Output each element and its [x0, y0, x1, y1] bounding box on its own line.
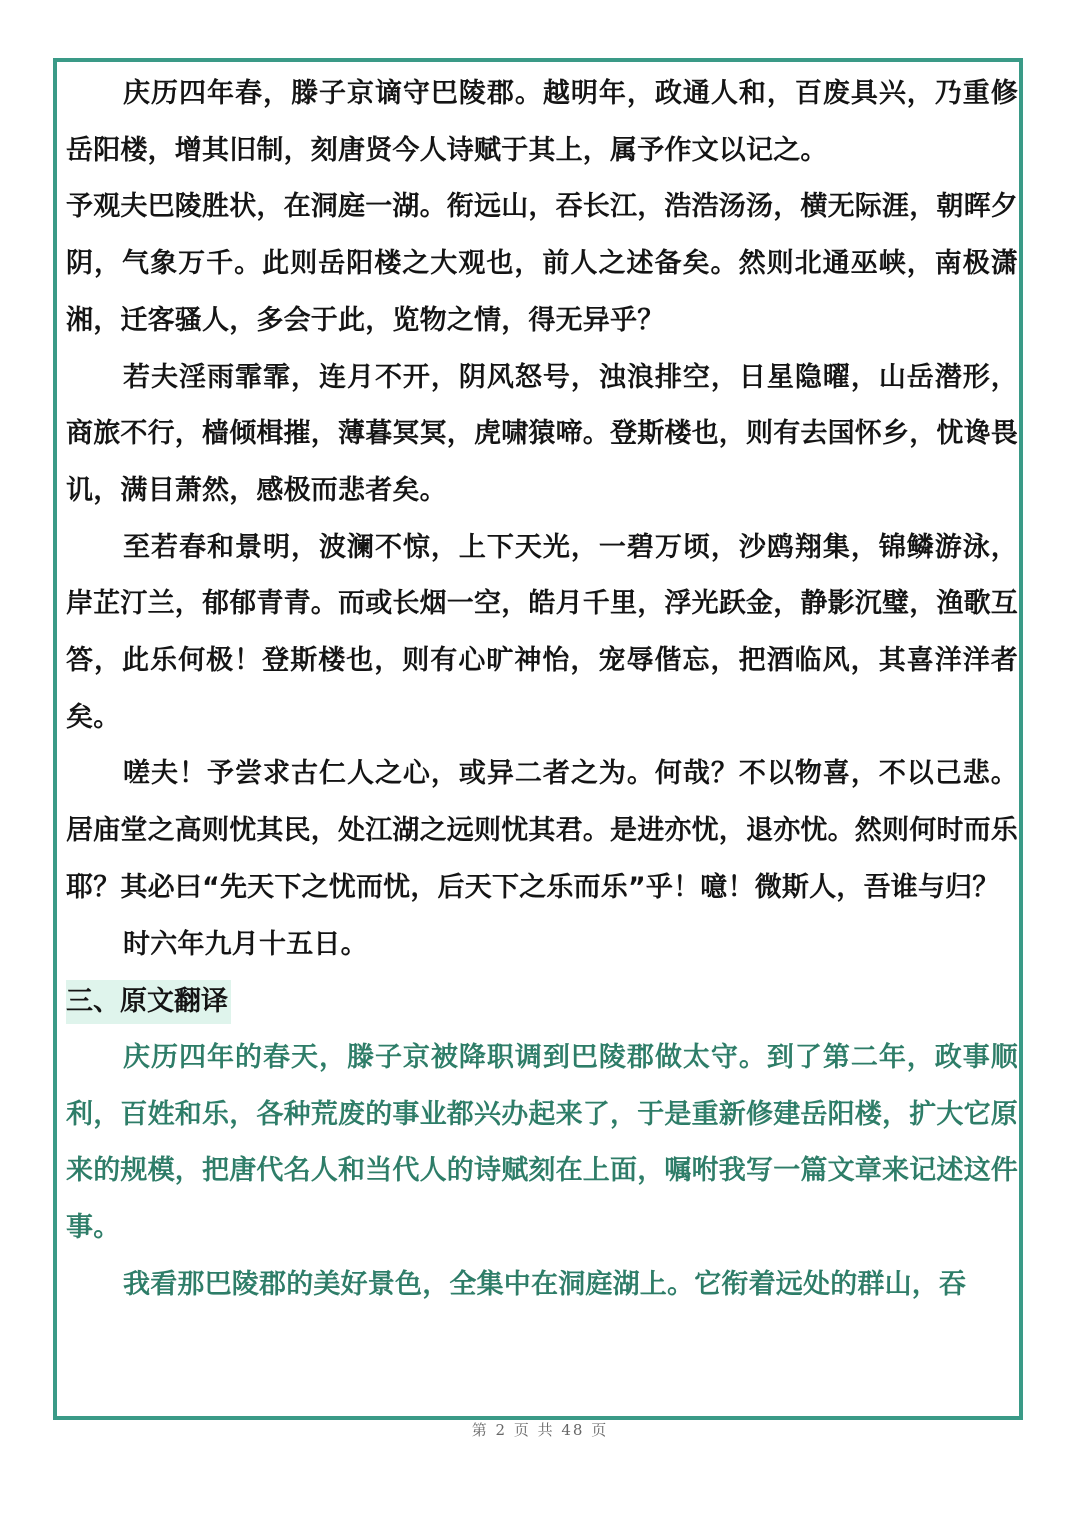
translation-paragraph-1: 庆历四年的春天，滕子京被降职调到巴陵郡做太守。到了第二年，政事顺利，百姓和乐，各种荒废的事业都兴办起来了，于是重新修建岳阳楼，扩大它原来的规模，把唐代名人和当代人的诗赋刻在上面，嘱咐我写一篇文章来记述这件事。 — [66, 1041, 1018, 1244]
paragraph-5: 嗟夫！予尝求古仁人之心，或异二者之为。何哉？不以物喜，不以己悲。居庙堂之高则忧其民，处江湖之远则忧其君。是进亦忧，退亦忧。然则何时而乐耶？其必曰“先天下之忧而忧，后天下之乐而乐”乎！噫！微斯人，吾谁与归？ — [66, 758, 1018, 903]
paragraph-3: 若夫淫雨霏霏，连月不开，阴风怒号，浊浪排空，日星隐曜，山岳潜形，商旅不行，樯倾楫摧，薄暮冥冥，虎啸猿啼。登斯楼也，则有去国怀乡，忧谗畏讥，满目萧然，感极而悲者矣。 — [66, 361, 1018, 506]
translation-paragraph-2: 我看那巴陵郡的美好景色，全集中在洞庭湖上。它衔着远处的群山，吞 — [123, 1268, 967, 1300]
page-number-footer: 第 2 页 共 48 页 — [471, 1421, 609, 1439]
section-heading-row — [66, 973, 1018, 1030]
paragraph-1: 庆历四年春，滕子京谪守巴陵郡。越明年，政通人和，百废具兴，乃重修岳阳楼，增其旧制，刻唐贤今人诗赋于其上，属予作文以记之。 — [66, 78, 1018, 166]
section-heading: 三、原文翻译 — [66, 980, 231, 1024]
paragraph-6: 时六年九月十五日。 — [123, 928, 368, 960]
paragraph-4: 至若春和景明，波澜不惊，上下天光，一碧万顷，沙鸥翔集，锦鳞游泳，岸芷汀兰，郁郁青青。而或长烟一空，皓月千里，浮光跃金，静影沉璧，渔歌互答，此乐何极！登斯楼也，则有心旷神怡，宠辱偕忘，把酒临风，其喜洋洋者矣。 — [66, 531, 1018, 733]
paragraph-2: 予观夫巴陵胜状，在洞庭一湖。衔远山，吞长江，浩浩汤汤，横无际涯，朝晖夕阴，气象万千。此则岳阳楼之大观也，前人之述备矣。然则北通巫峡，南极潇湘，迁客骚人，多会于此，览物之情，得无异乎？ — [66, 191, 1018, 336]
document-body — [66, 66, 1018, 1313]
